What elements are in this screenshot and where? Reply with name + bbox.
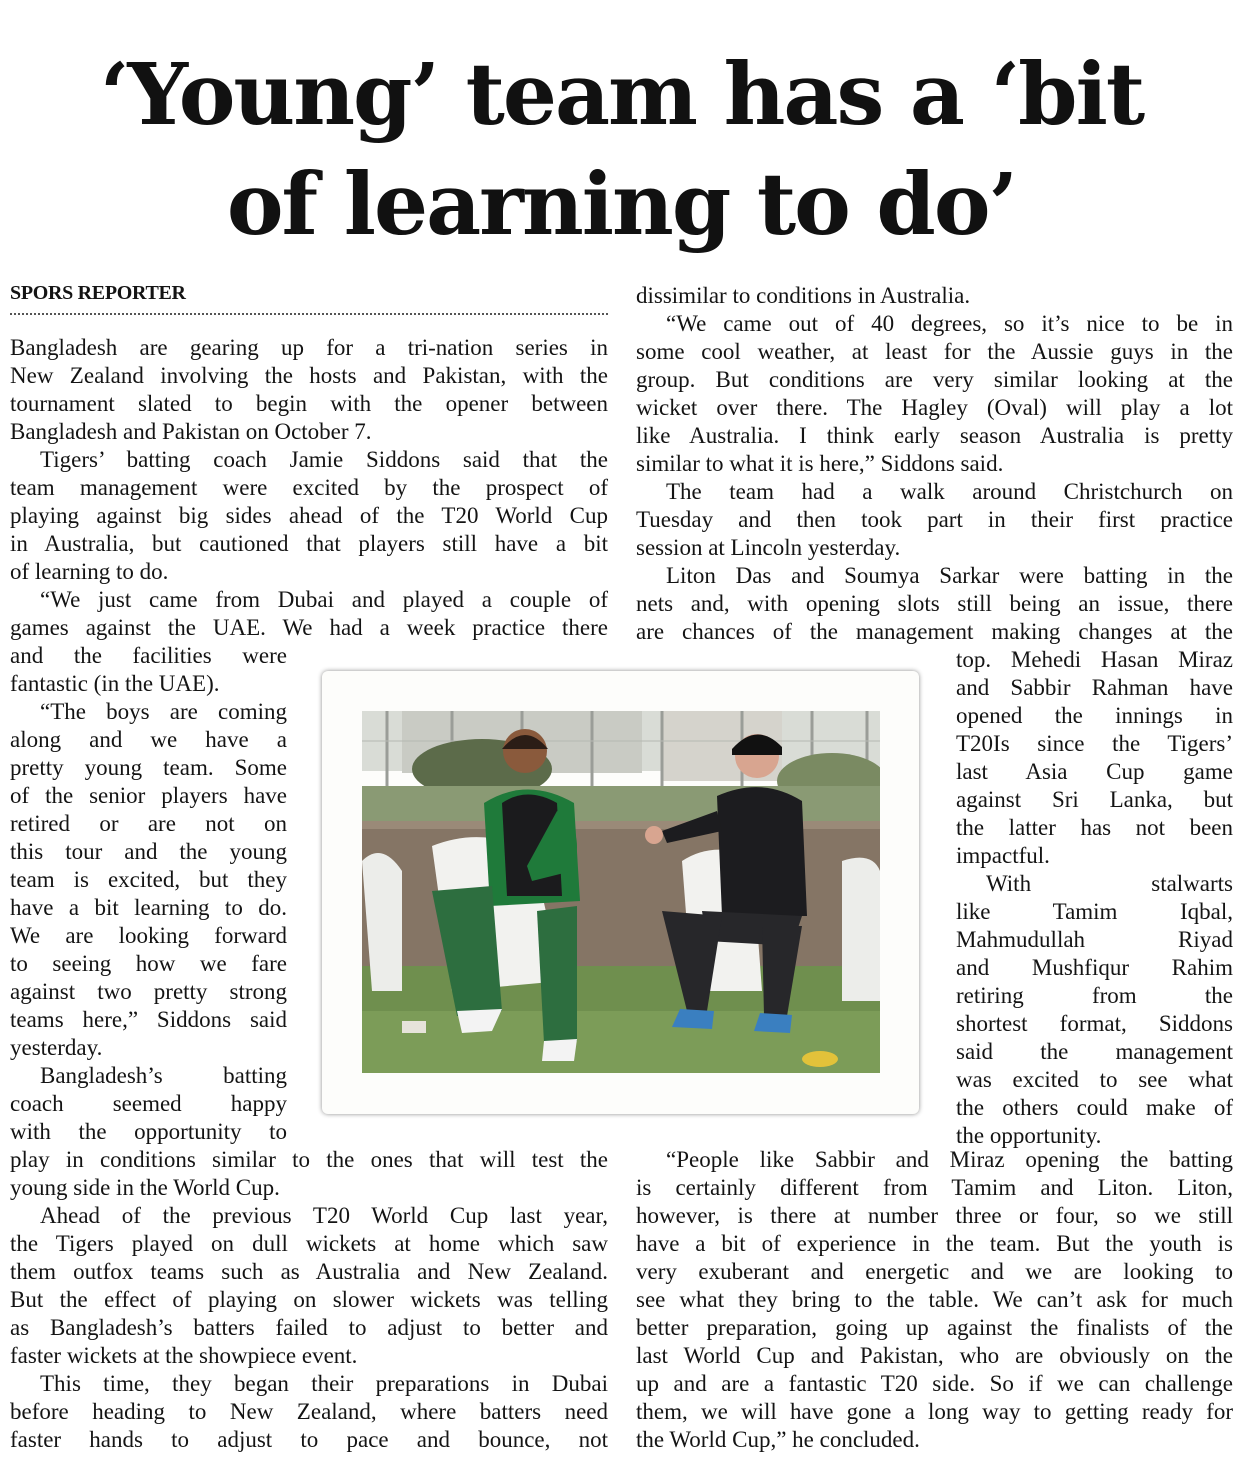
body-line: This time, they began their preparations in Dubai	[40, 1371, 608, 1396]
body-line: very exuberant and energetic and we are looking to	[636, 1259, 1233, 1284]
body-line: team management were excited by the prospect of	[10, 475, 608, 500]
body-line: Bangladesh and Pakistan on October 7.	[10, 419, 372, 444]
body-line: is certainly different from Tamim and Liton. Liton,	[636, 1175, 1233, 1200]
body-line: and Sabbir Rahman have	[956, 675, 1233, 700]
byline: SPORS REPORTER	[10, 282, 608, 315]
body-line: similar to what it is here,” Siddons said.	[636, 451, 1004, 476]
body-line: Mahmudullah Riyad	[956, 927, 1233, 952]
body-line: have a bit learning to do.	[10, 895, 287, 920]
body-line: the others could make of	[956, 1095, 1233, 1120]
body-line: playing against big sides ahead of the T20 World Cup	[10, 503, 608, 528]
body-line: “People like Sabbir and Miraz opening the batting	[666, 1147, 1233, 1172]
article-photo	[362, 711, 880, 1073]
body-line: the World Cup,” he concluded.	[636, 1427, 920, 1452]
body-line: “We just came from Dubai and played a couple of	[40, 587, 608, 612]
body-line: with the opportunity to	[10, 1119, 287, 1144]
body-line: Liton Das and Soumya Sarkar were batting in the	[666, 563, 1233, 588]
body-line: dissimilar to conditions in Australia.	[636, 283, 971, 308]
body-line: the latter has not been	[956, 815, 1233, 840]
body-line: session at Lincoln yesterday.	[636, 535, 901, 560]
body-line: play in conditions similar to the ones that will test the	[10, 1147, 608, 1172]
body-line: T20Is since the Tigers’	[956, 731, 1233, 756]
body-line: yesterday.	[10, 1035, 103, 1060]
body-line: before heading to New Zealand, where batters need	[10, 1399, 608, 1424]
body-line: and the facilities were	[10, 643, 287, 668]
body-line: Tuesday and then took part in their first practice	[636, 507, 1233, 532]
body-line: last Asia Cup game	[956, 759, 1233, 784]
body-line: was excited to see what	[956, 1067, 1233, 1092]
body-line: With stalwarts	[986, 871, 1233, 896]
body-line: opened the innings in	[956, 703, 1233, 728]
body-line: Bangladesh are gearing up for a tri-nation series in	[10, 335, 608, 360]
headline-line-2: of learning to do’	[226, 155, 1017, 255]
body-line: We are looking forward	[10, 923, 287, 948]
body-line: shortest format, Siddons	[956, 1011, 1233, 1036]
body-line: top. Mehedi Hasan Miraz	[956, 647, 1233, 672]
body-line: faster hands to adjust to pace and bounce, not	[10, 1427, 608, 1452]
body-line: young side in the World Cup.	[10, 1175, 280, 1200]
body-line: teams here,” Siddons said	[10, 1007, 287, 1032]
body-line: them outfox teams such as Australia and New Zealand.	[10, 1259, 608, 1284]
body-line: games against the UAE. We had a week practice there	[10, 615, 608, 640]
body-line: along and we have a	[10, 727, 287, 752]
body-line: to seeing how we fare	[10, 951, 287, 976]
body-line: “We came out of 40 degrees, so it’s nice to be in	[666, 311, 1233, 336]
body-line: as Bangladesh’s batters failed to adjust to better and	[10, 1315, 608, 1340]
body-line: impactful.	[956, 843, 1050, 868]
body-line: better preparation, going up against the finalists of the	[636, 1315, 1233, 1340]
body-line: last World Cup and Pakistan, who are obviously on the	[636, 1343, 1233, 1368]
body-line: New Zealand involving the hosts and Pakistan, with the	[10, 363, 608, 388]
body-line: said the management	[956, 1039, 1233, 1064]
body-line: wicket over there. The Hagley (Oval) will play a lot	[636, 395, 1233, 420]
body-line: Bangladesh’s batting	[40, 1063, 287, 1088]
body-line: and Mushfiqur Rahim	[956, 955, 1233, 980]
body-line: have a bit of experience in the team. But the youth is	[636, 1231, 1233, 1256]
body-line: in Australia, but cautioned that players still have a bit	[10, 531, 608, 556]
body-line: like Tamim Iqbal,	[956, 899, 1233, 924]
body-line: fantastic (in the UAE).	[10, 671, 220, 696]
body-line: tournament slated to begin with the opener between	[10, 391, 608, 416]
body-line: Ahead of the previous T20 World Cup last year,	[40, 1203, 608, 1228]
body-line: like Australia. I think early season Australia is pretty	[636, 423, 1233, 448]
body-line: nets and, with opening slots still being an issue, there	[636, 591, 1233, 616]
body-line: retiring from the	[956, 983, 1233, 1008]
body-line: this tour and the young	[10, 839, 287, 864]
body-line: some cool weather, at least for the Aussie guys in the	[636, 339, 1233, 364]
body-line: of the senior players have	[10, 783, 287, 808]
body-line: Tigers’ batting coach Jamie Siddons said that the	[40, 447, 608, 472]
body-line: “The boys are coming	[40, 699, 287, 724]
body-line: them, we will have gone a long way to getting ready for	[636, 1399, 1233, 1424]
body-line: team is excited, but they	[10, 867, 287, 892]
practice-session-illustration	[362, 711, 880, 1073]
photo-frame	[322, 671, 919, 1114]
body-line: pretty young team. Some	[10, 755, 287, 780]
body-line: up and are a fantastic T20 side. So if we can challenge	[636, 1371, 1233, 1396]
body-line: group. But conditions are very similar looking at the	[636, 367, 1233, 392]
body-line: however, is there at number three or four, so we still	[636, 1203, 1233, 1228]
body-line: coach seemed happy	[10, 1091, 287, 1116]
headline-line-1: ‘Young’ team has a ‘bit	[99, 45, 1144, 145]
body-line: faster wickets at the showpiece event.	[10, 1343, 358, 1368]
headline	[0, 40, 1243, 260]
body-line: are chances of the management making changes at the	[636, 619, 1233, 644]
body-line: the Tigers played on dull wickets at home which saw	[10, 1231, 608, 1256]
body-line: against Sri Lanka, but	[956, 787, 1233, 812]
body-line: The team had a walk around Christchurch on	[666, 479, 1233, 504]
body-line: the opportunity.	[956, 1123, 1102, 1148]
body-line: But the effect of playing on slower wickets was telling	[10, 1287, 608, 1312]
body-line: see what they bring to the table. We can’t ask for much	[636, 1287, 1233, 1312]
body-line: of learning to do.	[10, 559, 169, 584]
body-line: against two pretty strong	[10, 979, 287, 1004]
body-line: retired or are not on	[10, 811, 287, 836]
